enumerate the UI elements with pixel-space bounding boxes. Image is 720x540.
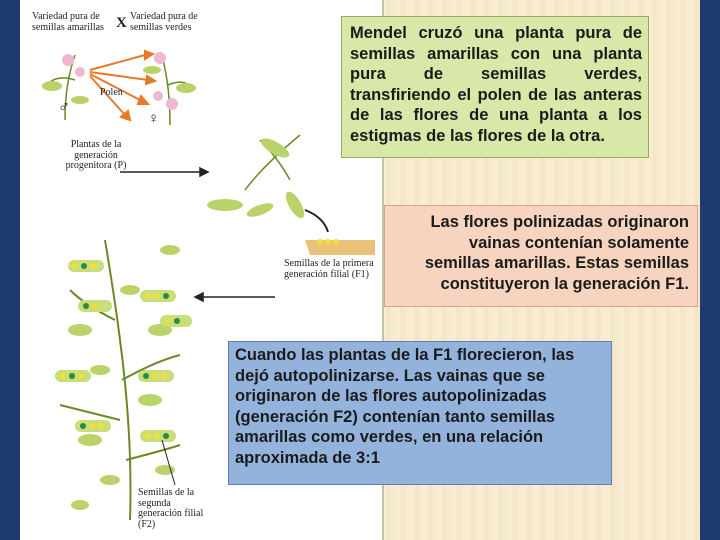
text-line: Cuando las plantas de la F1 florecieron, las <box>235 346 575 364</box>
leaf <box>143 66 161 74</box>
leaf <box>71 96 89 104</box>
text-line: de las flores de una planta a los <box>350 106 642 124</box>
text-line: transfiriendo el polen de las anteras <box>350 85 642 104</box>
leaf <box>42 81 62 91</box>
text-line: semillas amarillas con una planta <box>350 44 642 63</box>
flower <box>154 52 166 64</box>
f1-result-description <box>384 205 698 307</box>
text-line: Las flores polinizadas originaron <box>430 213 689 231</box>
f1-seed <box>325 239 331 245</box>
text-line: amarillas como verdes, en una relación <box>235 428 544 446</box>
parent-yellow-label: Variedad pura de semillas amarillas <box>32 11 104 33</box>
text-line: constituyeron la generación F1. <box>440 274 689 293</box>
pollen-label: Polen <box>100 87 123 98</box>
flower <box>62 54 74 66</box>
f2-seeds <box>60 263 180 439</box>
f2-seeds-label: Semillas de la segunda generación filial (F2) <box>138 487 204 530</box>
parent-generation-label: Plantas de la generación progenitora (P) <box>65 139 127 171</box>
text-line: estigmas de las flores de la otra. <box>350 126 605 145</box>
flower <box>166 98 178 110</box>
female-symbol: ♀ <box>148 111 160 127</box>
text-line: (generación F2) contenían tanto semillas <box>235 407 555 426</box>
cross-symbol: X <box>116 15 127 31</box>
male-symbol: ♂ <box>58 99 70 116</box>
text-line: aproximada de 3:1 <box>235 448 380 467</box>
text-line: semillas amarillas. Estas semillas <box>424 254 689 272</box>
leaf <box>176 83 196 93</box>
pointer-arrow <box>305 210 328 232</box>
parent-green-label: Variedad pura de semillas verdes <box>130 11 198 33</box>
arrow-f1-to-f2 <box>195 293 275 301</box>
seed-tray <box>305 240 375 255</box>
text-line: vainas contenían solamente <box>468 233 689 252</box>
f1-seed <box>317 239 323 245</box>
text-line: pura de semillas verdes, <box>350 65 642 83</box>
mendel-cross-description <box>341 16 649 158</box>
f1-seeds-label: Semillas de la primera generación filial (F1) <box>284 258 374 280</box>
text-line: Mendel cruzó una planta pura de <box>350 24 642 42</box>
text-line: dejó autopolinizarse. Las vainas que se <box>235 366 545 385</box>
flower <box>75 67 85 77</box>
text-line: originaron de las flores autopolinizadas <box>235 387 547 405</box>
slide <box>20 0 700 540</box>
f2-result-description <box>228 341 612 485</box>
pollen-arrows <box>90 51 155 120</box>
flower <box>153 91 163 101</box>
f1-pods <box>207 135 308 221</box>
f1-seed <box>333 239 339 245</box>
